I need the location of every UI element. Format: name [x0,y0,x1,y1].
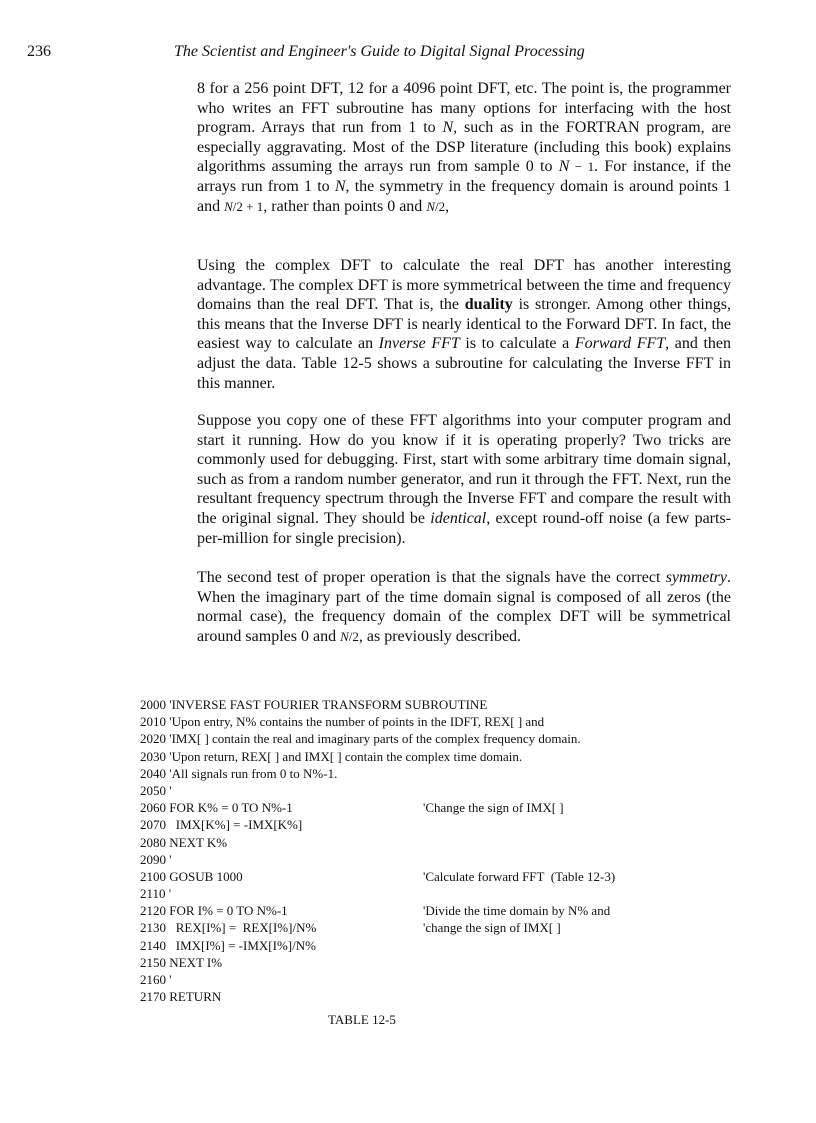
code-statement: 2030 'Upon return, REX[ ] and IMX[ ] contain the complex time domain. [140,748,523,764]
variable-n: N [558,158,570,176]
code-line [140,919,700,936]
text-run: is to calculate a [459,335,575,353]
code-statement: 2000 'INVERSE FAST FOURIER TRANSFORM SUBROUTINE [140,697,488,712]
variable-n: N, [442,119,458,137]
code-line [140,868,700,885]
text-run: 8 for a 256 point DFT, 12 for a 4096 point DFT, etc. The point is, the programmer who writes an FFT subroutine has many options for interfacing with the host program. Arrays that run from 1 to [197,80,731,137]
code-statement: 2080 NEXT K% [140,834,228,850]
code-statement: 2140 IMX[I%] = -IMX[I%]/N% [140,937,316,953]
page-number: 236 [27,43,51,60]
code-comment: 'Calculate forward FFT (Table 12-3) [423,868,616,884]
code-listing [140,696,700,1005]
text-run: , rather than points 0 and [263,197,427,215]
code-statement: 2110 ' [140,886,172,902]
body-paragraph-2 [197,256,731,393]
code-line [140,696,700,713]
italic-term: Forward FFT [574,335,666,353]
italic-term: symmetry [665,569,727,586]
code-statement: 2060 FOR K% = 0 TO N%-1 [140,800,293,816]
code-statement: 2040 'All signals run from 0 to N%-1. [140,765,338,781]
code-statement: 2170 RETURN [140,989,222,1005]
code-statement: 2010 'Upon entry, N% contains the number of points in the IDFT, REX[ ] and [140,714,545,730]
table-caption: TABLE 12-5 [328,1012,396,1027]
code-line [140,748,700,765]
italic-term: identical [430,509,487,527]
code-statement: 2150 NEXT I% [140,954,223,970]
code-statement: 2050 ' [140,782,172,798]
code-line [140,851,700,868]
code-line [140,765,700,782]
code-statement: 2090 ' [140,851,172,867]
code-comment: 'Divide the time domain by N% and [423,903,611,919]
code-line [140,834,700,851]
code-comment: 'Change the sign of IMX[ ] [423,800,564,816]
text-run: , as previously described. [358,627,522,645]
code-statement: 2120 FOR I% = 0 TO N%-1 [140,903,288,919]
text-run: . For instance, if the arrays run from 1 to [197,158,732,195]
math-term: /2 [348,628,359,644]
body-paragraph-3 [197,411,731,548]
code-line [140,902,700,919]
code-statement: 2160 ' [140,972,172,987]
code-line [140,937,700,954]
text-run: The second test of proper operation is that the signals have the correct [197,569,666,586]
text-run: , and then adjust the data. Table 12-5 shows a subroutine for calculating the Inverse FFT in this manner. [197,335,732,392]
text-run: . When the imaginary part of the time domain signal is composed of all zeros (the normal case), the frequency domain of the complex DFT will be symmetrical around samples 0 and [197,569,731,645]
text-run: , the symmetry in the frequency domain is around points 1 and [197,177,732,215]
code-line [140,954,700,971]
code-line [140,971,700,988]
variable-n: N [224,198,233,214]
math-term: /2 + 1 [232,198,264,214]
text-run: is stronger. Among other things, this means that the Inverse DFT is nearly identical to the Forward DFT. In fact, the easiest way to calculate an [197,296,732,353]
text-run: , [445,197,450,215]
code-line [140,730,700,747]
code-statement: 2070 IMX[K%] = -IMX[K%] [140,817,303,833]
variable-n: N [340,628,349,644]
math-term: /2 [434,198,446,214]
code-line [140,816,700,833]
variable-n: N [334,177,346,195]
bold-term: duality [464,296,513,314]
code-statement: 2130 REX[I%] = REX[I%]/N% [140,920,317,936]
body-paragraph-4 [197,568,731,646]
text-run: , except round-off noise (a few parts-per-million for single precision). [197,509,732,547]
variable-n: N [426,198,435,214]
text-run: such as in the FORTRAN program, are especially aggravating. Most of the DSP literature (including this book) explains algorithms assuming the arrays run from sample 0 to [197,119,731,176]
body-paragraph-1 [197,79,731,216]
italic-term: Inverse FFT [378,335,460,353]
code-line [140,988,700,1005]
code-line [140,713,700,730]
math-term: − 1 [569,159,595,175]
text-run: Suppose you copy one of these FFT algorithms into your computer program and start it running. How do you know if it is operating properly? Two tricks are commonly used for debugging. First, start with some arbitrary time domain signal, such as from a random number generator, and run it through the FFT. Next, run the resultant frequency spectrum through the Inverse FFT and compare the result with the original signal. They should be [197,412,731,527]
code-statement: 2100 GOSUB 1000 [140,868,243,884]
code-comment: 'change the sign of IMX[ ] [423,920,561,936]
code-line [140,799,700,816]
text-run: Using the complex DFT to calculate the real DFT has another interesting advantage. The complex DFT is more symmetrical between the time and frequency domains than the real DFT. That is, the [197,257,731,314]
code-line [140,885,700,902]
code-line [140,782,700,799]
running-title: The Scientist and Engineer's Guide to Digital Signal Processing [174,43,585,60]
code-statement: 2020 'IMX[ ] contain the real and imaginary parts of the complex frequency domain. [140,731,581,747]
